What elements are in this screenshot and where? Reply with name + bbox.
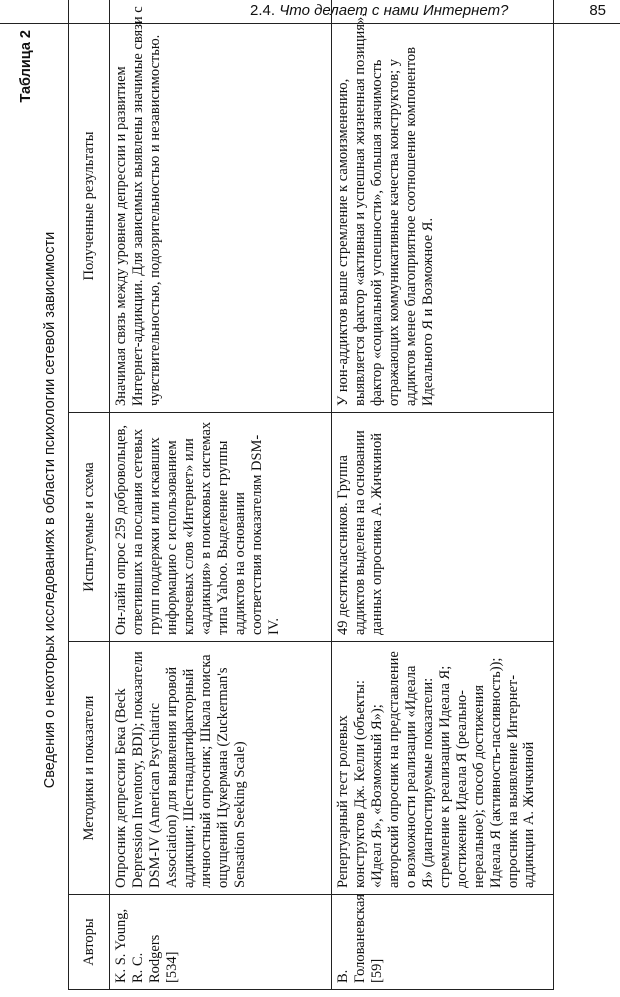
header-results: Полученные результаты bbox=[69, 0, 110, 413]
cell-authors: K. S. Young, R. C. Rodgers [534] bbox=[110, 895, 332, 990]
cell-subjects: 49 десятиклассников. Группа аддиктов выделена на основании данных опросника А. Жичкиной bbox=[332, 413, 554, 642]
section-title: Что делает с нами Интернет? bbox=[279, 2, 509, 19]
section-number: 2.4. bbox=[250, 2, 276, 19]
cell-methods: Опросник депрессии Бека (Beck Depression Inventory, BDI); показатели DSM-IV (American Psychiatric Association) для выявления игровой аддикции; Шестнадцатифакторный личностный опросник; Шкала поиска ощущений Цукермана (Zuckerman's Sensation Seeking Scale) bbox=[110, 642, 332, 895]
header-methods: Методики и показатели bbox=[69, 642, 110, 895]
cell-results: Значимая связь между уровнем депрессии и развитием Интернет-аддикции. Для зависимых выявлены значимые связи с чувствительностью, подозрительностью и независимостью. bbox=[110, 0, 332, 413]
cell-authors: В. Голованевская [59] bbox=[332, 895, 554, 990]
header-authors: Авторы bbox=[69, 895, 110, 990]
cell-results: У нон-аддиктов выше стремление к самоизменению, выявляется фактор «активная и успешная жизненная позиция», фактор «социальной успешности», большая значимость отражающих коммуникативные качества конструктов; у аддиктов менее благоприятное соотношение компонентов Идеального Я и Возможное Я. bbox=[332, 0, 554, 413]
table-label: Таблица 2 bbox=[18, 30, 34, 103]
table-title: Сведения о некоторых исследованиях в области психологии сетевой зависимости bbox=[42, 231, 58, 789]
table-row bbox=[110, 0, 332, 990]
table-header-row bbox=[69, 0, 110, 990]
research-table bbox=[68, 0, 554, 990]
header-subjects: Испытуемые и схема bbox=[69, 413, 110, 642]
cell-methods: Репертуарный тест ролевых конструктов Дж. Келли (объекты: «Идеал Я», «Возможный Я»); авторский опросник на представление о возможности реализации «Идеала Я» (диагностируемые показатели: стремление к реализации Идеала Я; достижение Идеала Я (реально-нереальное); способ достижения Идеала Я (активность-пассивность)); опросник на выявление Интернет-аддикции А. Жичкиной bbox=[332, 642, 554, 895]
page-number: 85 bbox=[589, 2, 606, 19]
cell-subjects: Он-лайн опрос 259 добровольцев, ответивших на послания сетевых групп поддержки или искавших информацию с использованием ключевых слов «Интернет» или «аддикция» в поисковых системах типа Yahoo. Выделение группы аддиктов на основании соответствия показателям DSM-IV. bbox=[110, 413, 332, 642]
table-row bbox=[332, 0, 554, 990]
